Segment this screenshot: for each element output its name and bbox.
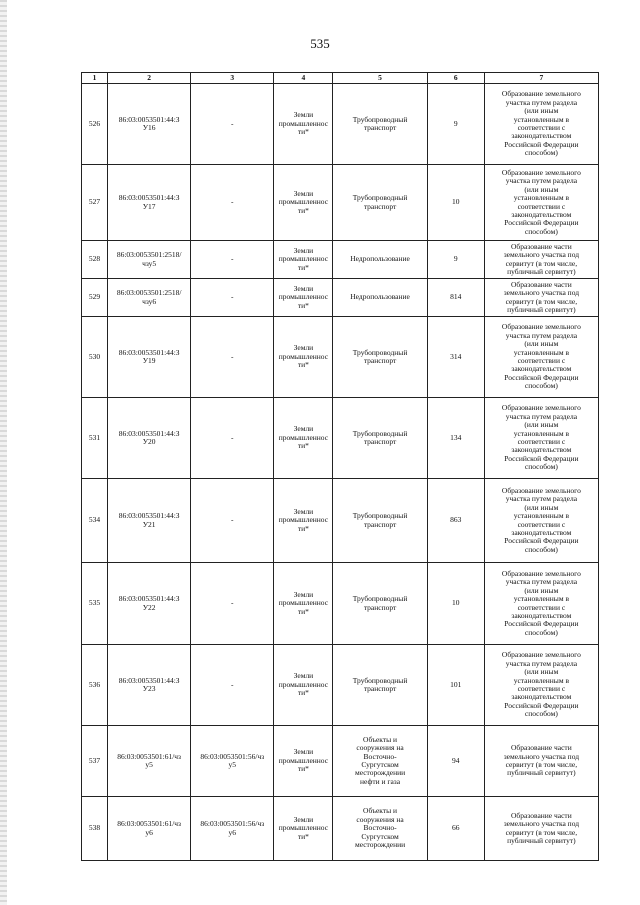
area-cell: 9 <box>427 241 484 279</box>
formation-method-cell: Образование земельного участка путем раздела (или иным установленным в соответствии с законодательством Российской Федерации способом) <box>484 645 598 726</box>
permitted-use-cell: Трубопроводный транспорт <box>333 398 427 479</box>
source-plot-cell: 86:03:0053501:56/чз у6 <box>191 797 274 861</box>
cadastral-number-cell: 86:03:0053501:61/чз у6 <box>108 797 191 861</box>
formation-method-cell: Образование части земельного участка под сервитут (в том числе, публичный сервитут) <box>484 279 598 317</box>
land-category-cell: Земли промышленнос ти* <box>274 279 333 317</box>
scan-edge <box>0 0 7 905</box>
area-cell: 134 <box>427 398 484 479</box>
permitted-use-cell: Объекты и сооружения на Восточно- Сургутском месторождении нефти и газа <box>333 726 427 797</box>
permitted-use-cell: Трубопроводный транспорт <box>333 165 427 241</box>
source-plot-cell: - <box>191 241 274 279</box>
table-row <box>82 726 599 797</box>
formation-method-cell: Образование земельного участка путем раздела (или иным установленным в соответствии с законодательством Российской Федерации способом) <box>484 563 598 645</box>
formation-method-cell: Образование земельного участка путем раздела (или иным установленным в соответствии с законодательством Российской Федерации способом) <box>484 84 598 165</box>
land-plot-table <box>81 72 599 861</box>
header-cell: 3 <box>191 73 274 84</box>
table-row <box>82 563 599 645</box>
table-row <box>82 645 599 726</box>
page-number: 535 <box>310 36 330 51</box>
permitted-use-cell: Трубопроводный транспорт <box>333 84 427 165</box>
area-cell: 101 <box>427 645 484 726</box>
area-cell: 314 <box>427 317 484 398</box>
source-plot-cell: - <box>191 279 274 317</box>
source-plot-cell: - <box>191 563 274 645</box>
source-plot-cell: - <box>191 165 274 241</box>
land-category-cell: Земли промышленнос ти* <box>274 479 333 563</box>
row-number-cell: 537 <box>82 726 108 797</box>
land-category-cell: Земли промышленнос ти* <box>274 645 333 726</box>
table-row <box>82 241 599 279</box>
row-number-cell: 528 <box>82 241 108 279</box>
cadastral-number-cell: 86:03:0053501:44:З У21 <box>108 479 191 563</box>
permitted-use-cell: Объекты и сооружения на Восточно- Сургутском месторождении <box>333 797 427 861</box>
land-category-cell: Земли промышленнос ти* <box>274 241 333 279</box>
table-row <box>82 165 599 241</box>
formation-method-cell: Образование земельного участка путем раздела (или иным установленным в соответствии с законодательством Российской Федерации способом) <box>484 479 598 563</box>
table-header-row <box>82 73 599 84</box>
permitted-use-cell: Недропользование <box>333 241 427 279</box>
source-plot-cell: 86:03:0053501:56/чз у5 <box>191 726 274 797</box>
cadastral-number-cell: 86:03:0053501:44:З У23 <box>108 645 191 726</box>
source-plot-cell: - <box>191 84 274 165</box>
cadastral-number-cell: 86:03:0053501:44:З У19 <box>108 317 191 398</box>
permitted-use-cell: Трубопроводный транспорт <box>333 645 427 726</box>
area-cell: 814 <box>427 279 484 317</box>
row-number-cell: 534 <box>82 479 108 563</box>
area-cell: 94 <box>427 726 484 797</box>
land-category-cell: Земли промышленнос ти* <box>274 165 333 241</box>
row-number-cell: 530 <box>82 317 108 398</box>
land-category-cell: Земли промышленнос ти* <box>274 84 333 165</box>
source-plot-cell: - <box>191 317 274 398</box>
cadastral-number-cell: 86:03:0053501:44:З У20 <box>108 398 191 479</box>
table-row <box>82 84 599 165</box>
permitted-use-cell: Трубопроводный транспорт <box>333 563 427 645</box>
source-plot-cell: - <box>191 479 274 563</box>
area-cell: 10 <box>427 563 484 645</box>
cadastral-number-cell: 86:03:0053501:2518/ чзу6 <box>108 279 191 317</box>
cadastral-number-cell: 86:03:0053501:44:З У22 <box>108 563 191 645</box>
land-category-cell: Земли промышленнос ти* <box>274 726 333 797</box>
table-row <box>82 317 599 398</box>
area-cell: 9 <box>427 84 484 165</box>
row-number-cell: 536 <box>82 645 108 726</box>
formation-method-cell: Образование части земельного участка под сервитут (в том числе, публичный сервитут) <box>484 797 598 861</box>
row-number-cell: 529 <box>82 279 108 317</box>
formation-method-cell: Образование земельного участка путем раздела (или иным установленным в соответствии с законодательством Российской Федерации способом) <box>484 317 598 398</box>
land-category-cell: Земли промышленнос ти* <box>274 563 333 645</box>
header-cell: 2 <box>108 73 191 84</box>
area-cell: 66 <box>427 797 484 861</box>
formation-method-cell: Образование части земельного участка под сервитут (в том числе, публичный сервитут) <box>484 241 598 279</box>
land-category-cell: Земли промышленнос ти* <box>274 797 333 861</box>
area-cell: 863 <box>427 479 484 563</box>
cadastral-number-cell: 86:03:0053501:61/чз у5 <box>108 726 191 797</box>
formation-method-cell: Образование части земельного участка под сервитут (в том числе, публичный сервитут) <box>484 726 598 797</box>
row-number-cell: 535 <box>82 563 108 645</box>
header-cell: 7 <box>484 73 598 84</box>
cadastral-number-cell: 86:03:0053501:44:З У16 <box>108 84 191 165</box>
formation-method-cell: Образование земельного участка путем раздела (или иным установленным в соответствии с законодательством Российской Федерации способом) <box>484 165 598 241</box>
cadastral-number-cell: 86:03:0053501:2518/ чзу5 <box>108 241 191 279</box>
table-row <box>82 479 599 563</box>
row-number-cell: 526 <box>82 84 108 165</box>
land-category-cell: Земли промышленнос ти* <box>274 398 333 479</box>
permitted-use-cell: Трубопроводный транспорт <box>333 479 427 563</box>
cadastral-number-cell: 86:03:0053501:44:З У17 <box>108 165 191 241</box>
header-cell: 6 <box>427 73 484 84</box>
permitted-use-cell: Недропользование <box>333 279 427 317</box>
row-number-cell: 527 <box>82 165 108 241</box>
table-row <box>82 279 599 317</box>
formation-method-cell: Образование земельного участка путем раздела (или иным установленным в соответствии с законодательством Российской Федерации способом) <box>484 398 598 479</box>
header-cell: 5 <box>333 73 427 84</box>
table-row <box>82 398 599 479</box>
table-row <box>82 797 599 861</box>
header-cell: 4 <box>274 73 333 84</box>
permitted-use-cell: Трубопроводный транспорт <box>333 317 427 398</box>
land-category-cell: Земли промышленнос ти* <box>274 317 333 398</box>
row-number-cell: 538 <box>82 797 108 861</box>
header-cell: 1 <box>82 73 108 84</box>
area-cell: 10 <box>427 165 484 241</box>
source-plot-cell: - <box>191 645 274 726</box>
row-number-cell: 531 <box>82 398 108 479</box>
source-plot-cell: - <box>191 398 274 479</box>
